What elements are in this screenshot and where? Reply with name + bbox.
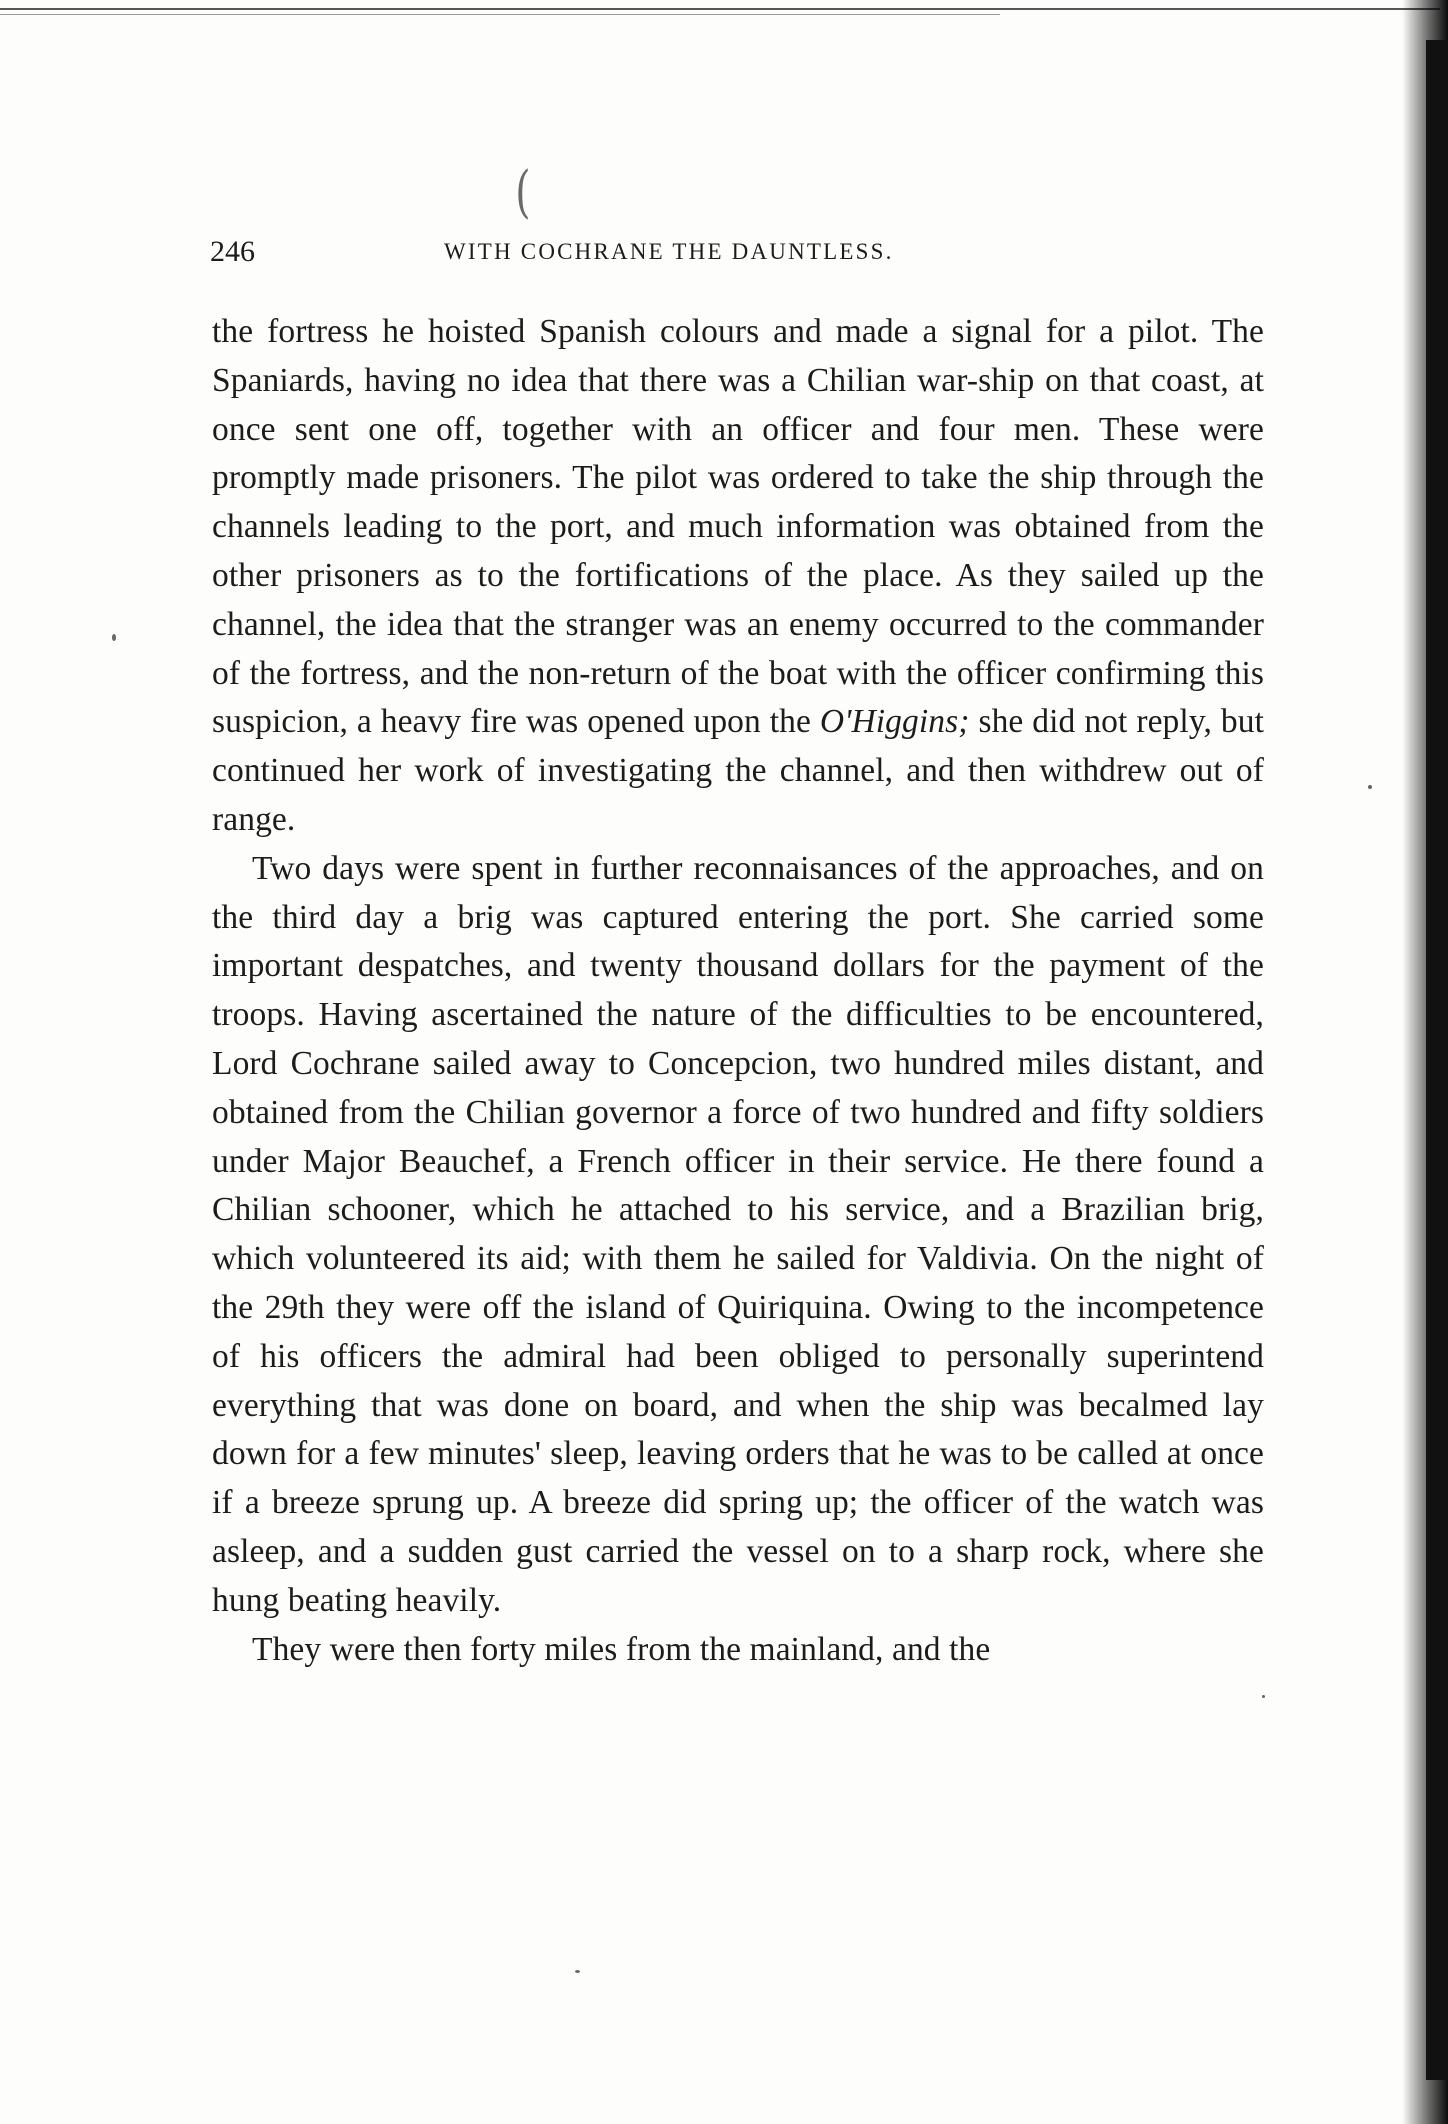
top-rule bbox=[0, 8, 1440, 10]
paragraph-2: Two days were spent in further reconnaisances of the approaches, and on the third day a brig was captured entering the port. She carried some important despatches, and twenty thousand dollars for the payment of the troops. Having ascertained the nature of the difficulties to be encountered, Lord Cochrane sailed away to Concepcion, two hundred miles distant, and obtained from the Chilian governor a force of two hundred and fifty soldiers under Major Beauchef, a French officer in their service. He there found a Chilian schooner, which he attached to his service, and a Brazilian brig, which volunteered its aid; with them he sailed for Valdivia. On the night of the 29th they were off the island of Quiriquina. Owing to the incompetence of his officers the admiral had been obliged to personally superintend everything that was done on board, and when the ship was becalmed lay down for a few minutes' sleep, leaving orders that he was to be called at once if a breeze sprung up. A breeze did spring up; the officer of the watch was asleep, and a sudden gust carried the vessel on to a sharp rock, where she hung beating heavily. bbox=[212, 849, 1264, 1619]
paragraph-1-text-a: the fortress he hoisted Spanish colours and made a signal for a pilot. The Spaniards, having no idea that there was a Chilian war-ship on that coast, at once sent one off, together with an officer and four men. These were promptly made prisoners. The pilot was ordered to take the ship through the channels leading to the port, and much information was obtained from the other prisoners as to the fortifications of the place. As they sailed up the channel, the idea that the stranger was an enemy occurred to the commander of the fortress, and the non-return of the boat with the officer confirming this suspicion, a heavy fire was opened upon the bbox=[212, 313, 1264, 741]
library-mark: ( bbox=[515, 160, 531, 225]
running-head: WITH COCHRANE THE DAUNTLESS. bbox=[444, 239, 894, 264]
scan-speck bbox=[575, 1970, 580, 1973]
top-rule-secondary bbox=[0, 14, 1000, 15]
scan-speck bbox=[1368, 785, 1372, 789]
paragraph-1 bbox=[212, 308, 1264, 845]
ship-name: O'Higgins; bbox=[819, 703, 970, 741]
page-number: 246 bbox=[210, 235, 255, 268]
scan-speck bbox=[112, 634, 116, 641]
paragraph-1-text-b: she did not reply, but continued her work of investigating the channel, and then withdrew out of range. bbox=[212, 703, 1264, 838]
body-text bbox=[212, 308, 1264, 1674]
page-edge-binding bbox=[1426, 40, 1448, 2080]
scan-speck bbox=[1262, 1695, 1265, 1698]
paragraph-3: They were then forty miles from the mainland, and the bbox=[252, 1630, 991, 1668]
page-header bbox=[210, 235, 1270, 275]
